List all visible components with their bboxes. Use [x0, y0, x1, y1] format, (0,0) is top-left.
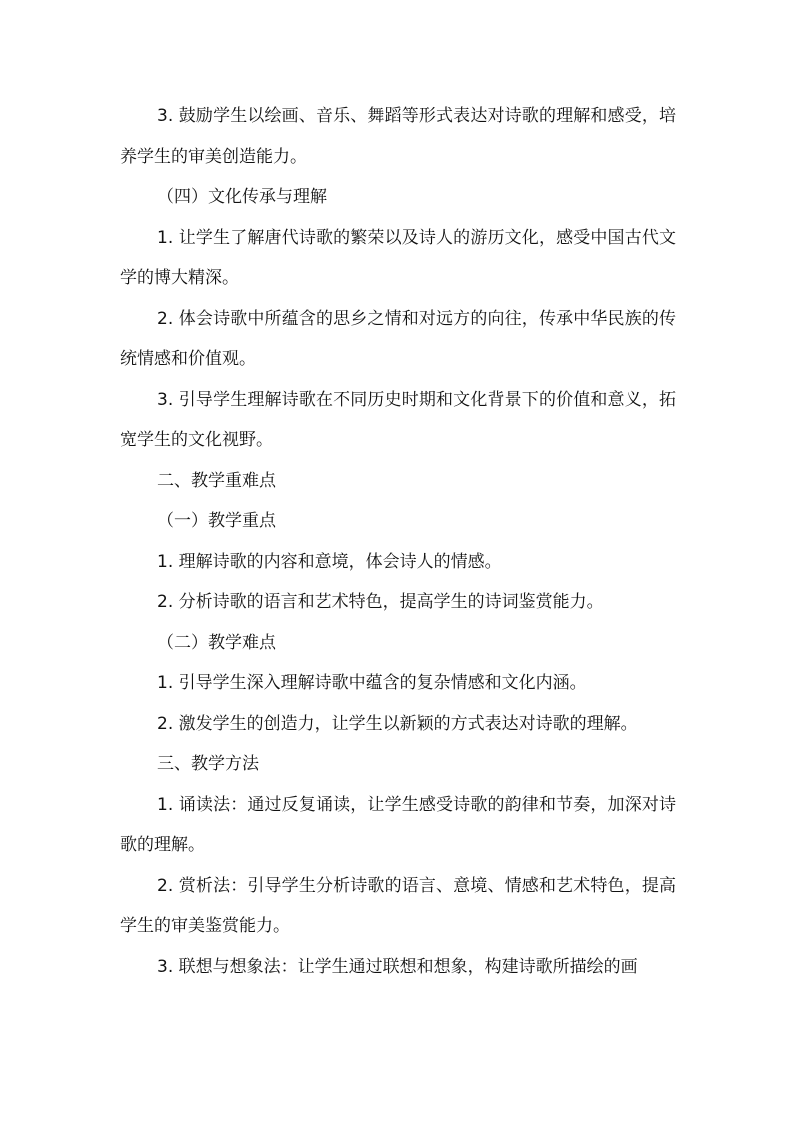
paragraph-difficulty-creativity: 2. 激发学生的创造力，让学生以新颖的方式表达对诗歌的理解。	[157, 713, 638, 734]
paragraph-tang-poetry: 1. 让学生了解唐代诗歌的繁荣以及诗人的游历文化，感受中国古代文学的博大精深。	[120, 227, 676, 288]
paragraph-method-imagination: 3. 联想与想象法：让学生通过联想和想象，构建诗歌所描绘的画	[157, 956, 638, 977]
heading-teaching-methods: 三、教学方法	[157, 754, 259, 774]
paragraph-art-expression: 3. 鼓励学生以绘画、音乐、舞蹈等形式表达对诗歌的理解和感受，培养学生的审美创造能力。	[120, 106, 676, 167]
paragraph-focus-understanding: 1. 理解诗歌的内容和意境，体会诗人的情感。	[157, 551, 502, 572]
paragraph-focus-analysis: 2. 分析诗歌的语言和艺术特色，提高学生的诗词鉴赏能力。	[157, 592, 604, 612]
paragraph-difficulty-emotion: 1. 引导学生深入理解诗歌中蕴含的复杂情感和文化内涵。	[157, 673, 587, 693]
paragraph-method-reading: 1. 诵读法：通过反复诵读，让学生感受诗歌的韵律和节奏，加深对诗歌的理解。	[120, 794, 676, 855]
document-body	[120, 96, 676, 987]
paragraph-homesick-emotion: 2. 体会诗歌中所蕴含的思乡之情和对远方的向往，传承中华民族的传统情感和价值观。	[120, 308, 676, 369]
heading-key-difficulties: 二、教学重难点	[157, 470, 276, 491]
paragraph-cultural-vision: 3. 引导学生理解诗歌在不同历史时期和文化背景下的价值和意义，拓宽学生的文化视野。	[120, 389, 676, 450]
paragraph-method-appreciation: 2. 赏析法：引导学生分析诗歌的语言、意境、情感和艺术特色，提高学生的审美鉴赏能力。	[120, 875, 676, 936]
heading-teaching-focus: （一）教学重点	[157, 511, 276, 531]
heading-culture-inheritance: （四）文化传承与理解	[157, 187, 327, 207]
heading-teaching-difficulty: （二）教学难点	[157, 632, 276, 653]
